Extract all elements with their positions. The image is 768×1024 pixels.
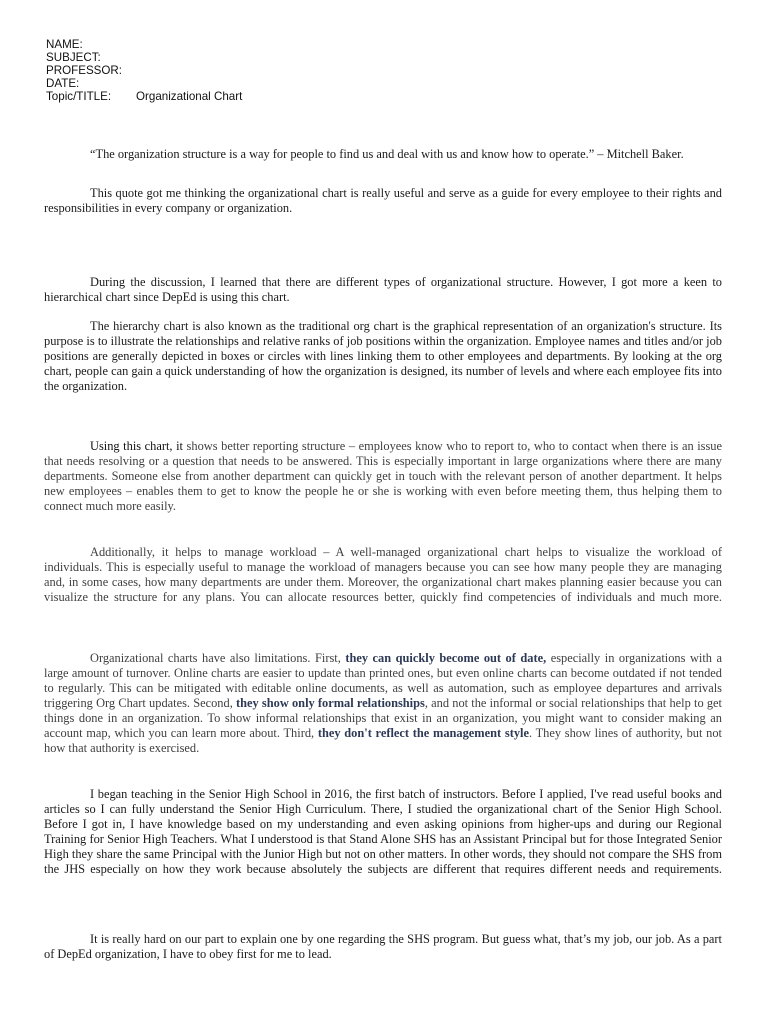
topic-label: Topic/TITLE: [46,90,112,103]
workload-paragraph: Additionally, it helps to manage workload – A well-managed organizational chart helps to visualize the workload of individuals. This is especially useful to manage the workload of managers because you can see how many people they are managing and, in some cases, how many departments are under them. Moreover, the organizational chart makes planning easier because you can visualize the structure for any plans. You can allocate resources better, quickly find competencies of individuals and much more. [44,545,722,604]
limitations-part2: especially in organizations with a large amount of turnover. Online charts are easier to update than printed ones, but even online charts can become outdated if not tended to regularly. This can be mitigated with editable online documents, as well as automation, such as employee departures and arrivals triggering Org Chart updates. Second, [44,651,722,710]
subject-line [46,51,242,64]
professor-line [46,64,242,77]
using-chart-rest: shows better reporting structure – employees know who to report to, who to contact when there is an issue that needs resolving or a question that needs to be answered. This is especially important in large organizations where there are many departments. Someone else from another department can quickly get in touch with the relevant person of another department. It helps new employees – enables them to get to know the people he or she is working with even before meeting them, thus helping them to connect much more easily. [44,439,722,513]
reflection-paragraph: This quote got me thinking the organizational chart is really useful and serve as a guide for every employee to their rights and responsibilities in every company or organization. [44,186,722,215]
limitations-part3: , and not the informal or social relationships that help to get things done in an organization. To show informal relationships that exist in an organization, you might want to consider making an account map, which you can learn more about. Third, [44,696,722,740]
date-line [46,77,242,90]
teaching-paragraph-block [44,787,722,877]
hierarchy-paragraph-block [44,319,722,394]
teaching-paragraph: I began teaching in the Senior High School in 2016, the first batch of instructors. Before I applied, I've read useful books and articles so I can fully understand the Senior High Curriculum. There, I studied the organizational chart of the Senior High School. Before I got in, I have knowledge based on my understanding and even asking opinions from higher-ups and during our Regional Training for Senior High Teachers. What I understood is that Stand Alone SHS has an Assistant Principal but for those Integrated Senior High they share the same Principal with the Junior High but not on other matters. In other words, they should not compare the SHS from the JHS especially on how they work because absolutely the subjects are different that requires different needs and requirements. [44,787,722,876]
workload-paragraph-block [44,545,722,605]
using-chart-paragraph [44,439,722,514]
closing-paragraph-block [44,932,722,962]
using-chart-lead: Using this chart, it [90,439,183,453]
limitations-paragraph [44,651,722,756]
discussion-paragraph-block [44,275,722,305]
limitations-bold3: they don't reflect the management style [317,726,529,740]
quote-paragraph-block [44,147,722,162]
subject-label: SUBJECT: [46,51,101,64]
topic-value: Organizational Chart [136,90,243,103]
limitations-part1: Organizational charts have also limitations. First, [90,651,346,665]
limitations-bold1: they can quickly become out of date, [345,651,547,665]
limitations-part4: . They show lines of authority, but not how that authority is exercised. [44,726,722,755]
limitations-bold2: they show only formal relationships [236,696,425,710]
using-chart-paragraph-block [44,439,722,514]
name-label: NAME: [46,38,83,51]
date-label: DATE: [46,77,80,90]
name-line [46,38,242,51]
document-header [46,38,242,103]
professor-label: PROFESSOR: [46,64,123,77]
reflection-paragraph-block [44,186,722,216]
discussion-paragraph: During the discussion, I learned that there are different types of organizational structure. However, I got more a keen to hierarchical chart since DepEd is using this chart. [44,275,722,304]
limitations-paragraph-block [44,651,722,756]
closing-paragraph: It is really hard on our part to explain one by one regarding the SHS program. But guess what, that’s my job, our job. As a part of DepEd organization, I have to obey first for me to lead. [44,932,722,961]
hierarchy-paragraph: The hierarchy chart is also known as the traditional org chart is the graphical representation of an organization's structure. Its purpose is to illustrate the relationships and relative ranks of job positions within the organization. Employee names and titles and/or job positions are generally depicted in boxes or circles with lines linking them to other employees and departments. By looking at the org chart, people can gain a quick understanding of how the organization is designed, its number of levels and where each employee fits into the organization. [44,319,722,393]
topic-line [46,90,242,103]
quote-paragraph: “The organization structure is a way for people to find us and deal with us and know how to operate.” – Mitchell Baker. [90,147,684,161]
